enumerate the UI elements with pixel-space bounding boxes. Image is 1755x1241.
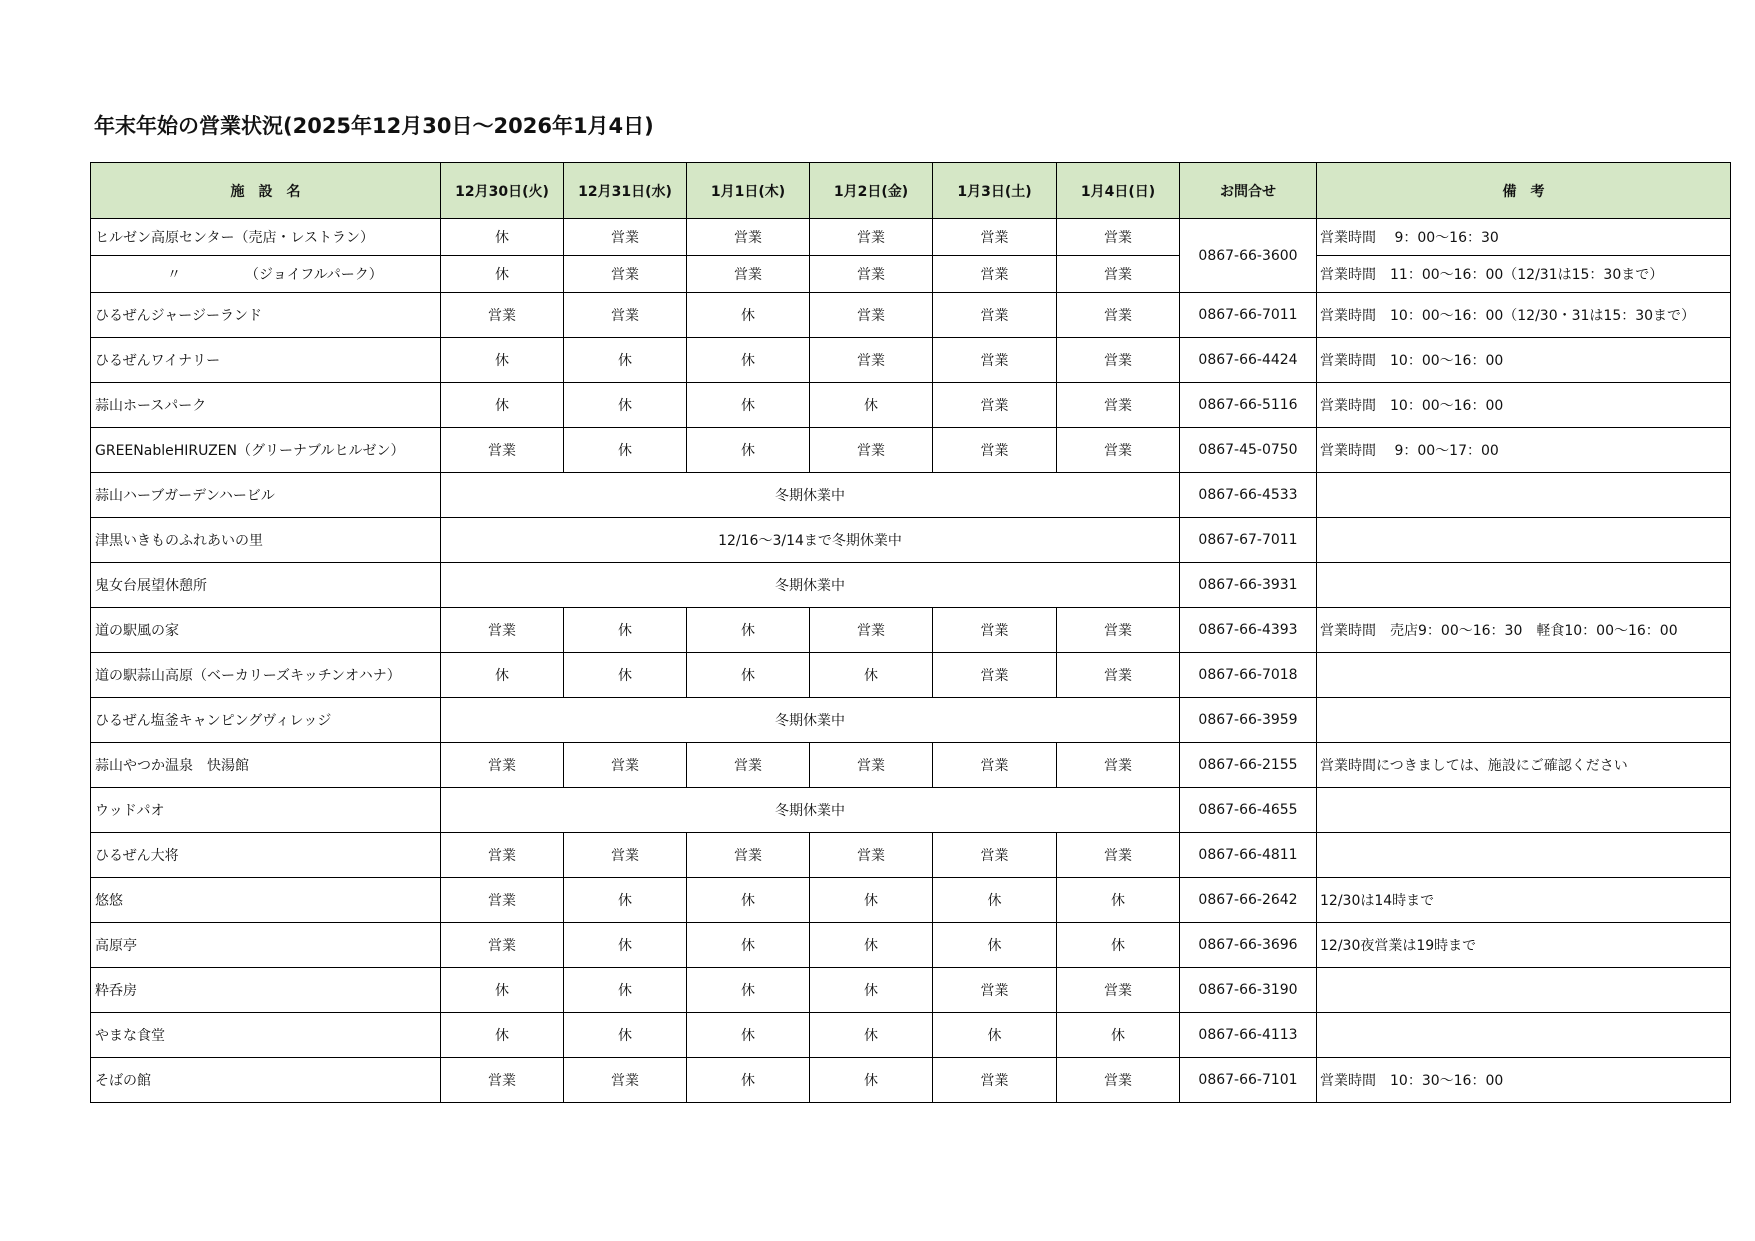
status-cell: 休 (564, 428, 687, 473)
facility-name: ヒルゼン高原センター（売店・レストラン） (91, 219, 441, 256)
status-cell: 営業 (810, 428, 933, 473)
status-cell: 休 (564, 653, 687, 698)
contact-phone: 0867-66-3931 (1180, 563, 1317, 608)
status-cell: 休 (810, 1013, 933, 1058)
status-cell: 休 (687, 968, 810, 1013)
facility-name: 蒜山ハーブガーデンハービル (91, 473, 441, 518)
table-row (91, 698, 1731, 743)
status-cell: 営業 (1057, 1058, 1180, 1103)
status-cell: 休 (441, 653, 564, 698)
status-cell: 休 (564, 383, 687, 428)
status-cell: 休 (1057, 1013, 1180, 1058)
remarks-cell: 営業時間 10：00～16：00 (1317, 383, 1731, 428)
table-row (91, 833, 1731, 878)
status-cell: 休 (687, 653, 810, 698)
status-cell: 営業 (810, 338, 933, 383)
status-cell: 営業 (933, 968, 1057, 1013)
contact-phone: 0867-66-4655 (1180, 788, 1317, 833)
status-cell: 営業 (1057, 968, 1180, 1013)
status-cell: 営業 (1057, 293, 1180, 338)
facility-name: 道の駅蒜山高原（ベーカリーズキッチンオハナ） (91, 653, 441, 698)
status-cell: 休 (564, 1013, 687, 1058)
status-cell: 休 (933, 1013, 1057, 1058)
remarks-cell (1317, 833, 1731, 878)
closed-period: 12/16～3/14まで冬期休業中 (441, 518, 1180, 563)
status-cell: 休 (687, 608, 810, 653)
remarks-cell: 営業時間 9：00～17：00 (1317, 428, 1731, 473)
status-cell: 休 (1057, 878, 1180, 923)
facility-name: 鬼女台展望休憩所 (91, 563, 441, 608)
table-row (91, 563, 1731, 608)
remarks-cell: 12/30夜営業は19時まで (1317, 923, 1731, 968)
status-cell: 営業 (1057, 256, 1180, 293)
header-facility: 施 設 名 (91, 163, 441, 219)
contact-phone: 0867-66-3959 (1180, 698, 1317, 743)
table-row (91, 338, 1731, 383)
status-cell: 営業 (1057, 653, 1180, 698)
table-row (91, 428, 1731, 473)
contact-phone: 0867-66-7011 (1180, 293, 1317, 338)
status-cell: 営業 (687, 743, 810, 788)
remarks-cell (1317, 1013, 1731, 1058)
status-cell: 営業 (1057, 608, 1180, 653)
remarks-cell: 営業時間 9：00～16：30 (1317, 219, 1731, 256)
facility-name: 高原亭 (91, 923, 441, 968)
table-row (91, 878, 1731, 923)
remarks-cell: 営業時間 10：30～16：00 (1317, 1058, 1731, 1103)
contact-phone: 0867-66-2642 (1180, 878, 1317, 923)
contact-phone: 0867-66-4533 (1180, 473, 1317, 518)
status-cell: 休 (441, 256, 564, 293)
status-cell: 休 (564, 923, 687, 968)
remarks-cell: 営業時間 11：00～16：00（12/31は15：30まで） (1317, 256, 1731, 293)
status-cell: 休 (687, 338, 810, 383)
table-row (91, 968, 1731, 1013)
status-cell: 休 (564, 338, 687, 383)
header-remarks: 備 考 (1317, 163, 1731, 219)
header-day: 1月4日(日) (1057, 163, 1180, 219)
status-cell: 休 (441, 968, 564, 1013)
status-cell: 休 (687, 383, 810, 428)
status-cell: 営業 (441, 743, 564, 788)
facility-name: 蒜山やつか温泉 快湯館 (91, 743, 441, 788)
table-row (91, 383, 1731, 428)
status-cell: 休 (441, 219, 564, 256)
status-cell: 休 (441, 1013, 564, 1058)
status-cell: 休 (687, 1058, 810, 1103)
status-cell: 営業 (810, 219, 933, 256)
remarks-cell: 営業時間 売店9：00～16：30 軽食10：00～16：00 (1317, 608, 1731, 653)
remarks-cell: 営業時間 10：00～16：00（12/30・31は15：30まで） (1317, 293, 1731, 338)
closed-period: 冬期休業中 (441, 698, 1180, 743)
status-cell: 休 (441, 338, 564, 383)
table-row (91, 653, 1731, 698)
facility-name: やまな食堂 (91, 1013, 441, 1058)
remarks-cell: 12/30は14時まで (1317, 878, 1731, 923)
facility-name: 悠悠 (91, 878, 441, 923)
facility-name: ウッドパオ (91, 788, 441, 833)
remarks-cell (1317, 473, 1731, 518)
status-cell: 休 (810, 1058, 933, 1103)
status-cell: 休 (687, 428, 810, 473)
remarks-cell (1317, 518, 1731, 563)
contact-phone: 0867-45-0750 (1180, 428, 1317, 473)
page-title: 年末年始の営業状況(2025年12月30日～2026年1月4日) (94, 114, 654, 138)
closed-period: 冬期休業中 (441, 788, 1180, 833)
header-day: 1月2日(金) (810, 163, 933, 219)
table-row (91, 743, 1731, 788)
status-cell: 営業 (441, 833, 564, 878)
status-cell: 営業 (810, 293, 933, 338)
status-cell: 営業 (933, 293, 1057, 338)
status-cell: 営業 (564, 219, 687, 256)
header-day: 12月31日(水) (564, 163, 687, 219)
facility-name: 粋呑房 (91, 968, 441, 1013)
status-cell: 休 (810, 653, 933, 698)
table-row (91, 788, 1731, 833)
status-cell: 営業 (810, 833, 933, 878)
remarks-cell: 営業時間につきましては、施設にご確認ください (1317, 743, 1731, 788)
status-cell: 営業 (441, 923, 564, 968)
status-cell: 営業 (441, 1058, 564, 1103)
status-cell: 休 (1057, 923, 1180, 968)
contact-phone: 0867-66-3696 (1180, 923, 1317, 968)
facility-name-text: （ジョイフルパーク） (245, 267, 383, 283)
status-cell: 営業 (564, 743, 687, 788)
status-cell: 営業 (1057, 833, 1180, 878)
contact-phone: 0867-66-3600 (1180, 219, 1317, 293)
status-cell: 営業 (687, 256, 810, 293)
status-cell: 営業 (441, 428, 564, 473)
status-cell: 営業 (933, 338, 1057, 383)
facility-name: 蒜山ホースパーク (91, 383, 441, 428)
status-cell: 休 (687, 878, 810, 923)
facility-name: ひるぜん大将 (91, 833, 441, 878)
status-cell: 営業 (687, 833, 810, 878)
contact-phone: 0867-66-3190 (1180, 968, 1317, 1013)
status-cell: 営業 (1057, 743, 1180, 788)
header-row (91, 163, 1731, 219)
status-cell: 休 (810, 878, 933, 923)
status-cell: 休 (564, 878, 687, 923)
status-cell: 営業 (810, 608, 933, 653)
remarks-cell (1317, 698, 1731, 743)
table-row (91, 1013, 1731, 1058)
facility-name: ひるぜんジャージーランド (91, 293, 441, 338)
status-cell: 休 (687, 1013, 810, 1058)
status-cell: 営業 (441, 293, 564, 338)
status-cell: 営業 (1057, 219, 1180, 256)
status-cell: 営業 (441, 878, 564, 923)
facility-name (91, 256, 441, 293)
status-cell: 営業 (810, 743, 933, 788)
facility-name: 津黒いきものふれあいの里 (91, 518, 441, 563)
status-cell: 営業 (564, 293, 687, 338)
status-cell: 営業 (441, 608, 564, 653)
status-cell: 休 (441, 383, 564, 428)
status-cell: 営業 (810, 256, 933, 293)
facility-name: ひるぜんワイナリー (91, 338, 441, 383)
status-cell: 休 (687, 923, 810, 968)
status-cell: 営業 (564, 833, 687, 878)
remarks-cell (1317, 653, 1731, 698)
status-cell: 営業 (564, 1058, 687, 1103)
status-cell: 休 (810, 968, 933, 1013)
table-row (91, 473, 1731, 518)
status-cell: 営業 (933, 219, 1057, 256)
remarks-cell (1317, 788, 1731, 833)
table-row (91, 293, 1731, 338)
status-cell: 営業 (933, 256, 1057, 293)
facility-name: 道の駅風の家 (91, 608, 441, 653)
header-contact: お問合せ (1180, 163, 1317, 219)
facility-name: そばの館 (91, 1058, 441, 1103)
remarks-cell (1317, 968, 1731, 1013)
remarks-cell (1317, 563, 1731, 608)
facility-name: ひるぜん塩釜キャンピングヴィレッジ (91, 698, 441, 743)
status-cell: 休 (564, 968, 687, 1013)
contact-phone: 0867-66-4113 (1180, 1013, 1317, 1058)
status-cell: 休 (564, 608, 687, 653)
status-cell: 営業 (933, 1058, 1057, 1103)
closed-period: 冬期休業中 (441, 473, 1180, 518)
header-day: 1月1日(木) (687, 163, 810, 219)
status-cell: 営業 (933, 383, 1057, 428)
contact-phone: 0867-66-7018 (1180, 653, 1317, 698)
table-row (91, 518, 1731, 563)
facility-name: GREENableHIRUZEN（グリーナブルヒルゼン） (91, 428, 441, 473)
status-cell: 営業 (1057, 428, 1180, 473)
header-day: 1月3日(土) (933, 163, 1057, 219)
table-row (91, 923, 1731, 968)
status-cell: 営業 (933, 608, 1057, 653)
table-row (91, 256, 1731, 293)
contact-phone: 0867-66-4811 (1180, 833, 1317, 878)
status-cell: 休 (810, 923, 933, 968)
status-cell: 営業 (933, 428, 1057, 473)
status-cell: 営業 (933, 653, 1057, 698)
remarks-cell: 営業時間 10：00～16：00 (1317, 338, 1731, 383)
status-cell: 休 (933, 923, 1057, 968)
status-cell: 営業 (687, 219, 810, 256)
status-cell: 営業 (933, 833, 1057, 878)
ditto-mark: 〃 (167, 267, 181, 283)
status-cell: 営業 (1057, 338, 1180, 383)
status-cell: 営業 (1057, 383, 1180, 428)
table-row (91, 219, 1731, 256)
table-row (91, 1058, 1731, 1103)
status-cell: 休 (687, 293, 810, 338)
contact-phone: 0867-66-4424 (1180, 338, 1317, 383)
contact-phone: 0867-67-7011 (1180, 518, 1317, 563)
status-cell: 休 (810, 383, 933, 428)
contact-phone: 0867-66-5116 (1180, 383, 1317, 428)
contact-phone: 0867-66-7101 (1180, 1058, 1317, 1103)
table-row (91, 608, 1731, 653)
status-cell: 休 (933, 878, 1057, 923)
contact-phone: 0867-66-4393 (1180, 608, 1317, 653)
status-cell: 営業 (933, 743, 1057, 788)
business-hours-table (90, 162, 1731, 1103)
header-day: 12月30日(火) (441, 163, 564, 219)
status-cell: 営業 (564, 256, 687, 293)
closed-period: 冬期休業中 (441, 563, 1180, 608)
contact-phone: 0867-66-2155 (1180, 743, 1317, 788)
